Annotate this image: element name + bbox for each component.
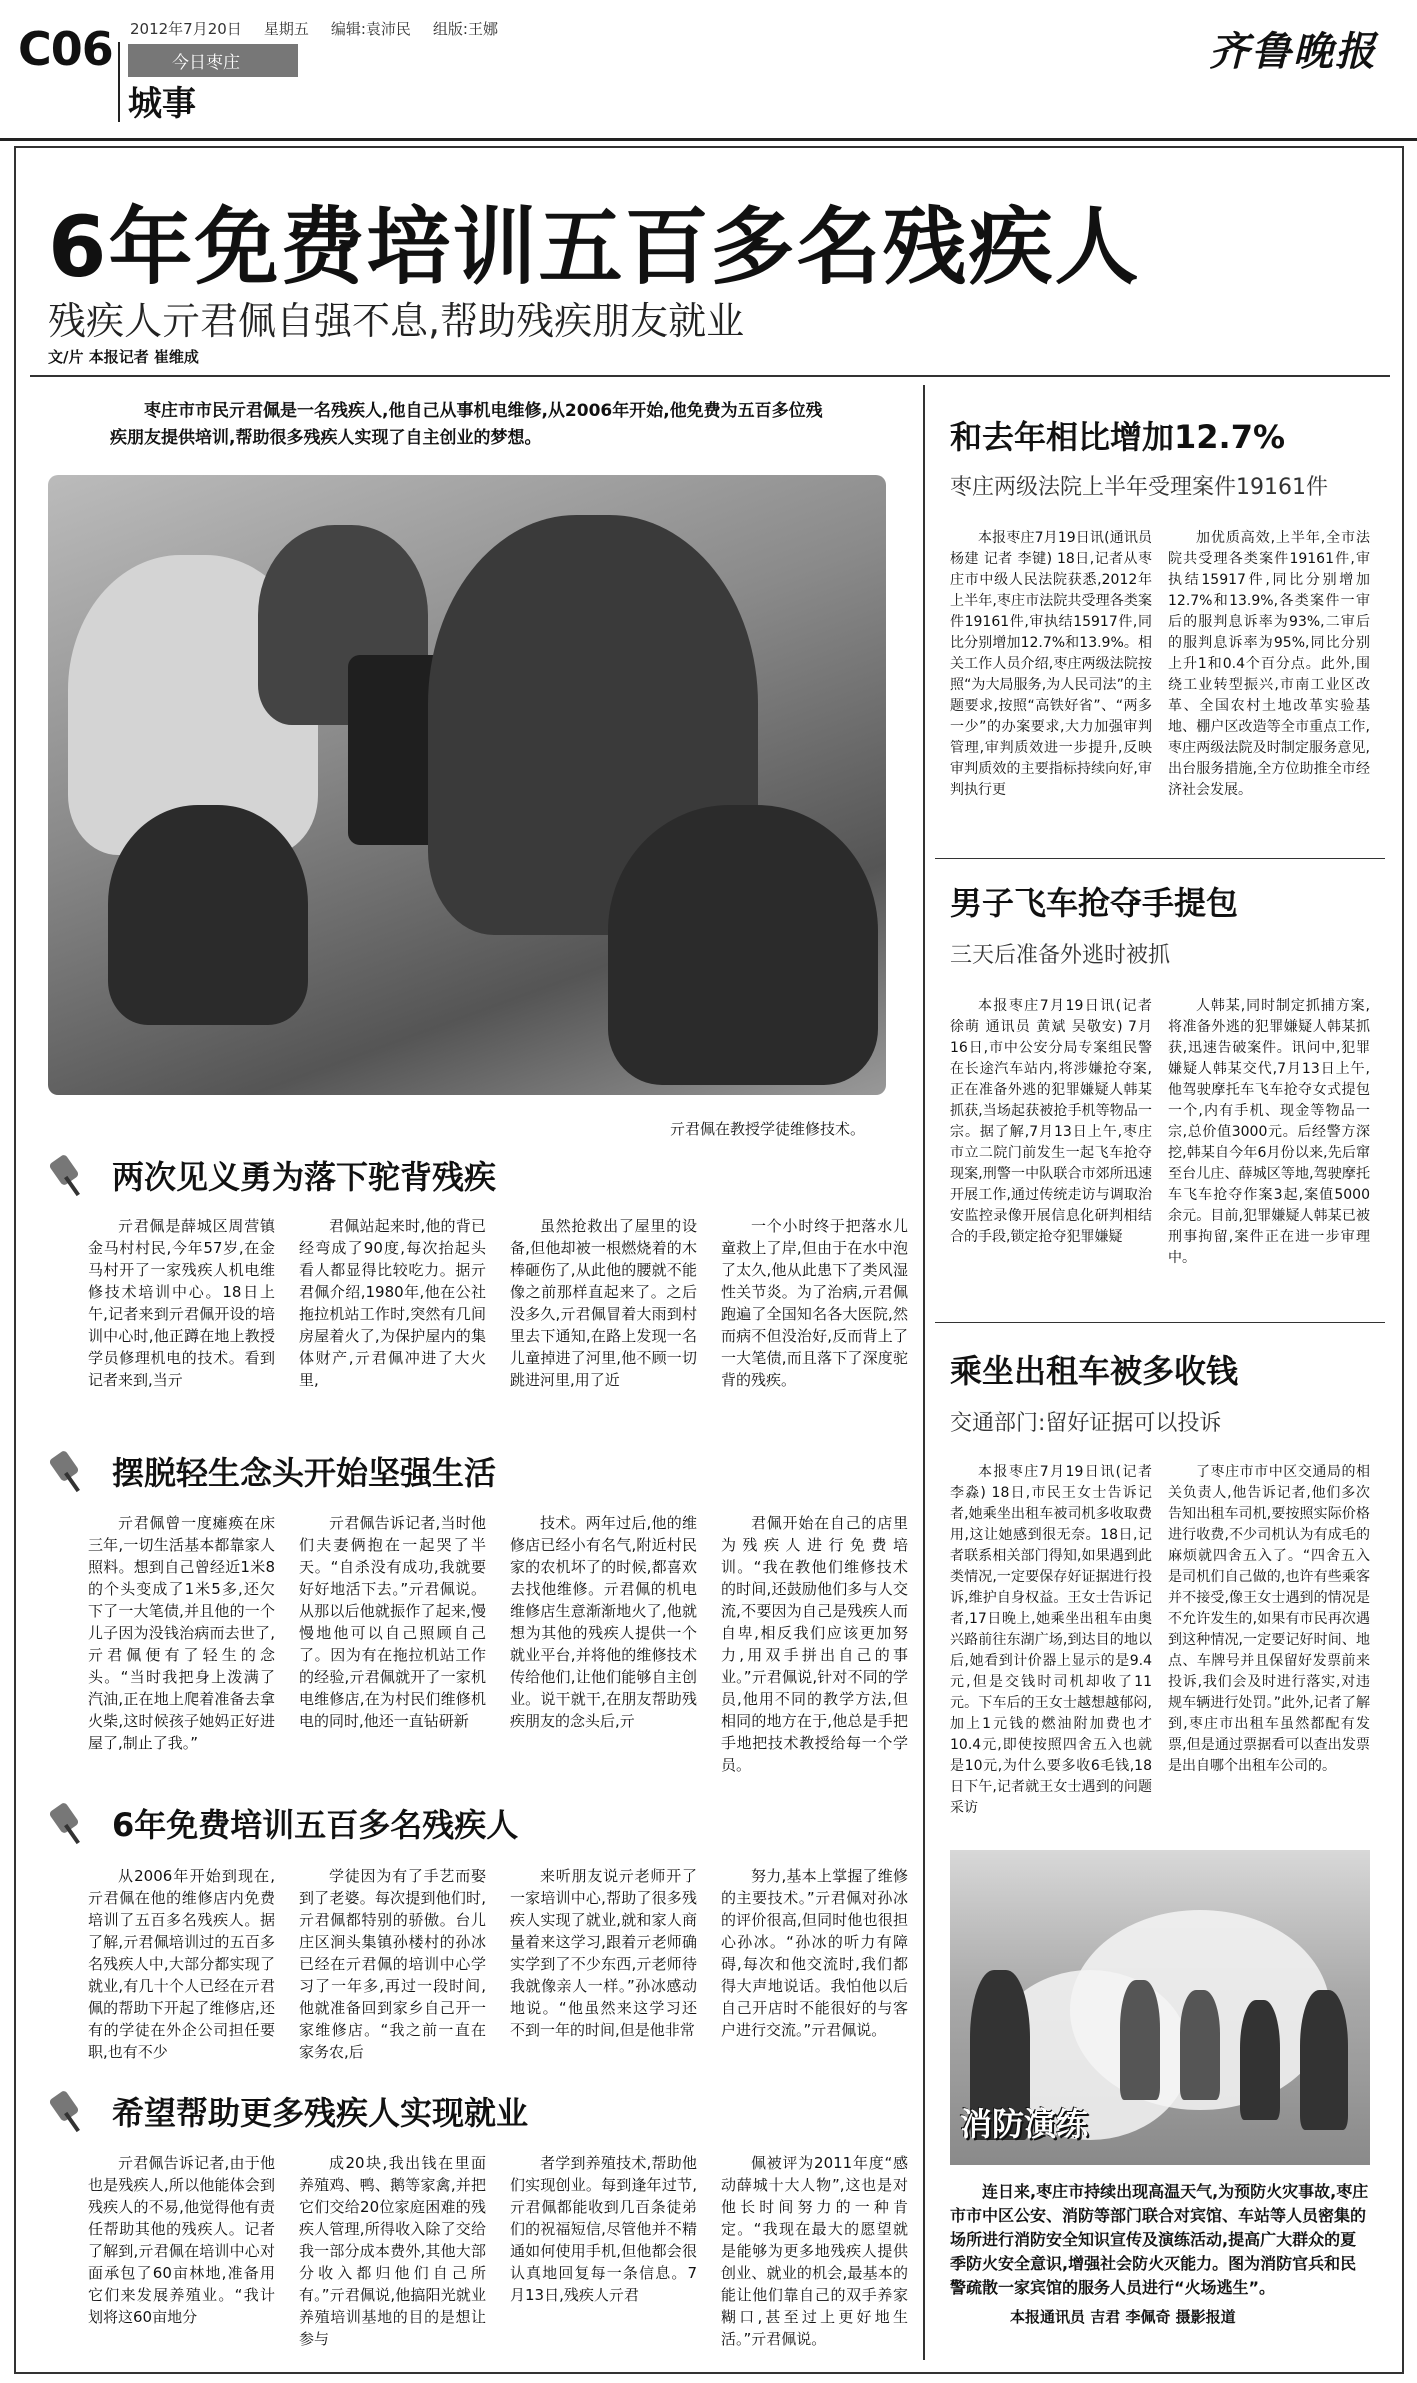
lead-paragraph: 枣庄市市民亓君佩是一名残疾人,他自己从事机电维修,从2006年开始,他免费为五百多位残疾朋友提供培训,帮助很多残疾人实现了自主创业的梦想。 <box>110 401 823 448</box>
issue-editor: 编辑:袁沛民 <box>330 20 411 38</box>
body-column: 了枣庄市市中区交通局的相关负责人,他告诉记者,他们多次告知出租车司机,要按照实际价格进行收费,不少司机认为有成毛的麻烦就四舍五入了。“四舍五入是司机们自己做的,也许有些乘客并不接受,像王女士遇到的情况是不允许发生的,如果有市民再次遇到这种情况,一定要记好时间、地点、车牌号并且保留好发票前来投诉,我们会及时进行落实,对违规车辆进行处罚。”此外,记者了解到,枣庄市出租车虽然都配有发票,但是通过票据看可以查出发票是出自哪个出租车公司的。 <box>1168 1464 1370 1774</box>
main-byline: 文/片 本报记者 崔维成 <box>48 348 199 366</box>
body-column: 亓君佩告诉记者,由于他也是残疾人,所以他能体会到残疾人的不易,他觉得他有责任帮助其他的残疾人。记者了解到,亓君佩在培训中心对面承包了60亩林地,准备用它们来发展养殖业。“我计划将这60亩地分 <box>88 2154 275 2326</box>
body-column: 者学到养殖技术,帮助他们实现创业。每到逢年过节,亓君佩都能收到几百条徒弟们的祝福短信,尽管他并不精通如何使用手机,但他都会很认真地回复每一条信息。7月13日,残疾人亓君 <box>510 2154 697 2304</box>
body-column: 佩被评为2011年度“感动薛城十大人物”,这也是对他长时间努力的一种肯定。“我现在最大的愿望就是能够为更多地残疾人提供创业、就业的机会,最基本的能让他们靠自己的双手养家糊口,甚至过上更好地生活。”亓君佩说。 <box>721 2154 908 2348</box>
photo-label: 消防演练 <box>960 2105 1089 2143</box>
main-subhead: 残疾人亓君佩自强不息,帮助残疾朋友就业 <box>48 299 745 343</box>
pushpin-icon <box>48 1449 92 1493</box>
section-title: 希望帮助更多残疾人实现就业 <box>112 2094 529 2132</box>
sidebar-article-title: 男子飞车抢夺手提包 <box>950 884 1239 922</box>
photo-figure <box>1300 1990 1348 2130</box>
main-headline: 6年免费培训五百多名残疾人 <box>48 198 1141 296</box>
body-column: 来听朋友说亓老师开了一家培训中心,帮助了很多残疾人实现了就业,就和家人商量着来这学习,跟着亓老师确实学到了不少东西,亓老师待我就像亲人一样。”孙冰感动地说。“他虽然来这学习还不到一年的时间,但是他非常 <box>510 1867 697 2039</box>
section-body <box>88 1865 908 2105</box>
body-column: 加优质高效,上半年,全市法院共受理各类案件19161件,审执结15917件,同比分别增加12.7%和13.9%,各类案件一审后的服判息诉率为93%,二审后的服判息诉率为95%,同比分别上升1和0.4个百分点。此外,围绕工业转型振兴,市南工业区改革、全国农村土地改革实验基地、棚户区改造等全市重点工作,枣庄两级法院及时制定服务意见,出台服务措施,全方位助推全市经济社会发展。 <box>1168 530 1370 798</box>
photo-figure <box>608 805 878 1085</box>
sidebar-article-subtitle: 枣庄两级法院上半年受理案件19161件 <box>950 475 1328 500</box>
body-column: 虽然抢救出了屋里的设备,但他却被一根燃烧着的木棒砸伤了,从此他的腰就不能像之前那样直起来了。之后没多久,亓君佩冒着大雨到村里去下通知,在路上发现一名儿童掉进了河里,他不顾一切跳进河里,用了近 <box>510 1217 697 1389</box>
sidebar-article-title: 乘坐出租车被多收钱 <box>950 1352 1239 1390</box>
issue-layout: 组版:王娜 <box>432 20 498 38</box>
sidebar-article-subtitle: 交通部门:留好证据可以投诉 <box>950 1411 1222 1436</box>
issue-date: 2012年7月20日 <box>130 20 242 38</box>
issue-weekday: 星期五 <box>263 20 309 38</box>
section-body <box>88 1215 908 1455</box>
body-column: 从2006年开始到现在,亓君佩在他的维修店内免费培训了五百多名残疾人。据了解,亓君佩培训过的五百多名残疾人中,大部分都实现了就业,有几十个人已经在亓君佩的帮助下开起了维修店,还有的学徒在外企公司担任要职,也有不少 <box>88 1867 275 2061</box>
page-header <box>0 0 1417 140</box>
body-column: 人韩某,同时制定抓捕方案,将准备外逃的犯罪嫌疑人韩某抓获,迅速告破案件。讯问中,犯罪嫌疑人韩某交代,7月13日上午,他驾驶摩托车飞车抢夺女式提包一个,内有手机、现金等物品一宗,总价值3000元。后经警方深挖,韩某自今年6月份以来,先后窜至台儿庄、薛城区等地,驾驶摩托车飞车抢夺作案3起,案值5000余元。目前,犯罪嫌疑人韩某已被刑事拘留,案件正在进一步审理中。 <box>1168 998 1370 1266</box>
sidebar-article-body <box>950 528 1370 843</box>
section-heading <box>48 1152 496 1198</box>
issue-meta <box>130 18 498 39</box>
body-column: 君佩站起来时,他的背已经弯成了90度,每次抬起头看人都显得比较吃力。据亓君佩介绍,1980年,他在公社拖拉机站工作时,突然有几间房屋着火了,为保护屋内的集体财产,亓君佩冲进了大火里, <box>299 1217 486 1389</box>
sidebar-article-title: 和去年相比增加12.7% <box>950 418 1286 456</box>
sidebar-article-body <box>950 1462 1370 1830</box>
body-column: 亓君佩告诉记者,当时他们夫妻俩抱在一起哭了半天。“自杀没有成功,我就要好好地活下去。”亓君佩说。从那以后他就振作了起来,慢慢地他可以自己照顾自己了。因为有在拖拉机站工作的经验,亓君佩就开了一家机电维修店,在为村民们维修机电的同时,他还一直钻研新 <box>299 1514 486 1730</box>
body-column: 一个小时终于把落水儿童救上了岸,但由于在水中泡了太久,他从此患下了类风湿性关节炎。为了治病,亓君佩跑遍了全国知名各大医院,然而病不但没治好,反而背上了一大笔债,而且落下了深度驼背的残疾。 <box>721 1217 908 1389</box>
sidebar-divider <box>935 1322 1385 1323</box>
body-column: 本报枣庄7月19日讯(记者 徐萌 通讯员 黄斌 吴敬安) 7月16日,市中公安分局专案组民警在长途汽车站内,将涉嫌抢夺案,正在准备外逃的犯罪嫌疑人韩某抓获,当场起获被抢手机等物品一宗。据了解,7月13日上午,枣庄市立二院门前发生一起飞车抢夺现案,刑警一中队联合市郊所迅速开展工作,通过传统走访与调取治安监控录像开展信息化研判相结合的手段,锁定抢夺犯罪嫌疑 <box>950 998 1152 1245</box>
body-column: 本报枣庄7月19日讯(记者 李淼) 18日,市民王女士告诉记者,她乘坐出租车被司机多收取费用,这让她感到很无奈。18日,记者联系相关部门得知,如果遇到此类情况,一定要保存好证据进行投诉,维护自身权益。王女士告诉记者,17日晚上,她乘坐出租车由奥兴路前往东湖广场,到达目的地以后,她看到计价器上显示的是9.4元,但是交钱时司机却收了11元。下车后的王女士越想越郁闷,加上1元钱的燃油附加费也才10.4元,即使按照四舍五入也就是10元,为什么要多收6毛钱,18日下午,记者就王女士遇到的问题采访 <box>950 1464 1152 1816</box>
body-column: 亓君佩是薛城区周营镇金马村村民,今年57岁,在金马村开了一家残疾人机电维修技术培训中心。18日上午,记者来到亓君佩开设的培训中心时,他正蹲在地上教授学员修理机电的技术。看到记者来到,当亓 <box>88 1217 275 1389</box>
sidebar-article-body <box>950 996 1370 1311</box>
photo-figure <box>1240 2000 1280 2120</box>
fire-drill-photo <box>950 1850 1370 2165</box>
body-column: 本报枣庄7月19日讯(通讯员 杨建 记者 李键) 18日,记者从枣庄市中级人民法院获悉,2012年上半年,枣庄市法院共受理各类案件19161件,审执结15917件,同比分别增加12.7%和13.9%。相关工作人员介绍,枣庄两级法院按照“为大局服务,为人民司法”的主题要求,按照“高铁好省”、“两多一少”的办案要求,大力加强审判管理,审判质效进一步提升,反映审判质效的主要指标持续向好,审判执行更 <box>950 530 1152 798</box>
section-body <box>88 2152 908 2367</box>
main-photo <box>48 475 886 1095</box>
photo-figure <box>1180 1990 1220 2100</box>
section-title: 两次见义勇为落下驼背残疾 <box>112 1158 497 1196</box>
fire-drill-credit: 本报通讯员 吉君 李佩奇 摄影报道 <box>1010 2308 1236 2326</box>
body-column: 努力,基本上掌握了维修的主要技术。”亓君佩对孙冰的评价很高,但同时他也很担心孙冰。“孙冰的听力有障碍,每次和他交流时,我们都得大声地说话。我怕他以后自己开店时不能很好的与客户进行交流。”亓君佩说。 <box>721 1867 908 2039</box>
headline-rule <box>30 375 1390 377</box>
sidebar-divider <box>935 858 1385 859</box>
pushpin-icon <box>48 2089 92 2133</box>
pushpin-icon <box>48 1153 92 1197</box>
section-body <box>88 1512 908 1818</box>
section-heading <box>48 1800 518 1846</box>
pushpin-icon <box>48 1801 92 1845</box>
column-separator <box>923 385 925 2360</box>
header-divider <box>118 42 120 122</box>
section-title: 6年免费培训五百多名残疾人 <box>112 1806 519 1844</box>
body-column: 学徒因为有了手艺而娶到了老婆。每次提到他们时,亓君佩都特别的骄傲。台儿庄区涧头集镇孙楼村的孙冰已经在亓君佩的培训中心学习了一年多,再过一段时间,他就准备回到家乡自己开一家维修店。“我之前一直在家务农,后 <box>299 1867 486 2061</box>
section-heading <box>48 1448 496 1494</box>
newspaper-masthead: 齐鲁晚报 <box>1209 28 1377 75</box>
section-title: 摆脱轻生念头开始坚强生活 <box>112 1454 497 1492</box>
section-tag: 今日枣庄 <box>128 44 298 77</box>
photo-figure <box>1120 1980 1160 2100</box>
body-column: 技术。两年过后,他的维修店已经小有名气,附近村民家的农机坏了的时候,都喜欢去找他维修。亓君佩的机电维修店生意渐渐地火了,他就想为其他的残疾人提供一个就业平台,并将他的维修技术传给他们,让他们能够自主创业。说干就干,在朋友帮助残疾朋友的念头后,亓 <box>510 1514 697 1730</box>
photo-figure <box>108 805 308 1025</box>
body-column: 亓君佩曾一度瘫痪在床三年,一切生活基本都靠家人照料。想到自己曾经近1米8的个头变成了1米5多,还欠下了一大笔债,并且他的一个儿子因为没钱治病而去世了,亓君佩便有了轻生的念头。“当时我把身上泼满了汽油,正在地上爬着准备去拿火柴,这时候孩子她妈正好进屋了,制止了我。” <box>88 1514 275 1752</box>
section-heading <box>48 2088 528 2134</box>
page-number: C06 <box>18 22 113 76</box>
body-column: 君佩开始在自己的店里为残疾人进行免费培训。“我在教他们维修技术的时间,还鼓励他们多与人交流,不要因为自己是残疾人而自卑,相反我们应该更加努力,用双手拼出自己的事业。”亓君佩说,针对不同的学员,他用不同的教学方法,但相同的地方在于,他总是手把手地把技术教授给每一个学员。 <box>721 1514 908 1774</box>
main-photo-caption: 亓君佩在教授学徒维修技术。 <box>670 1120 866 1138</box>
body-column: 成20块,我出钱在里面养殖鸡、鸭、鹅等家禽,并把它们交给20位家庭困难的残疾人管理,所得收入除了交给我一部分成本费外,其他大部分收入都归他们自己所有。”亓君佩说,他搞阳光就业养殖培训基地的目的是想让参与 <box>299 2154 486 2348</box>
fire-drill-caption: 连日来,枣庄市持续出现高温天气,为预防火灾事故,枣庄市市中区公安、消防等部门联合对宾馆、车站等人员密集的场所进行消防安全知识宣传及演练活动,提高广大群众的夏季防火安全意识,增强社会防火灭能力。图为消防官兵和民警疏散一家宾馆的服务人员进行“火场逃生”。 <box>950 2182 1369 2297</box>
section-name: 城事 <box>128 84 196 124</box>
header-rule <box>0 138 1417 141</box>
sidebar-article-subtitle: 三天后准备外逃时被抓 <box>950 943 1171 968</box>
